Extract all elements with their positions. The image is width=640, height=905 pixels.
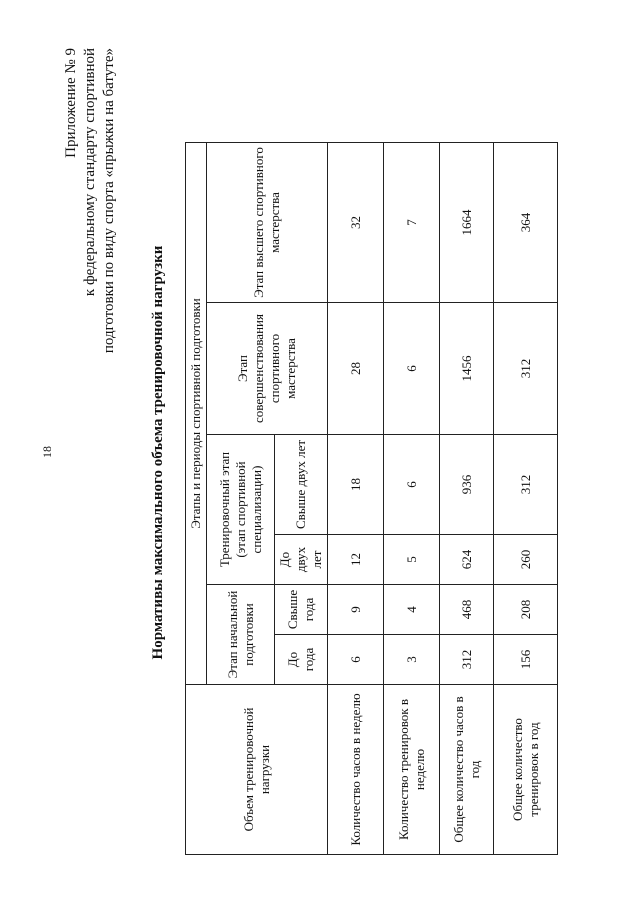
table-row [328, 143, 384, 855]
table-cell: 312 [440, 635, 494, 685]
row-header-cell: Объем тренировочной нагрузки [186, 685, 328, 855]
page-number: 18 [40, 446, 54, 458]
table-cell: 32 [328, 143, 384, 303]
table-row [384, 143, 440, 855]
table-cell: 624 [440, 535, 494, 585]
table-cell: 156 [494, 635, 558, 685]
table-cell: 364 [494, 143, 558, 303]
appendix-line-2: к федеральному стандарту спортивной [82, 48, 98, 297]
table-cell: 468 [440, 585, 494, 635]
table-cell: 5 [384, 535, 440, 585]
table-cell: 6 [384, 303, 440, 435]
table-cell: 312 [494, 303, 558, 435]
table-cell: 4 [384, 585, 440, 635]
table-cell: 12 [328, 535, 384, 585]
table-cell: 9 [328, 585, 384, 635]
table-row [440, 143, 494, 855]
table-cell: 1456 [440, 303, 494, 435]
appendix-line-3: подготовки по виду спорта «прыжки на батуте» [101, 48, 117, 354]
table-cell: 260 [494, 535, 558, 585]
norms-table [185, 142, 558, 855]
table-cell: 208 [494, 585, 558, 635]
table-cell: 3 [384, 635, 440, 685]
table-cell: 6 [384, 435, 440, 535]
table-cell: 28 [328, 303, 384, 435]
row-label: Количество тренировок в неделю [384, 685, 440, 855]
sub-initial-over-year: Свыше года [275, 585, 328, 635]
sub-training-over-two-years: Свыше двух лет [275, 435, 328, 535]
table-cell: 18 [328, 435, 384, 535]
stage-highest-header: Этап высшего спортивного мастерства [207, 143, 328, 303]
stage-training-header: Тренировочный этап (этап спортивной специализации) [207, 435, 275, 585]
sub-initial-up-to-year: До года [275, 635, 328, 685]
group-header-cell: Этапы и периоды спортивной подготовки [186, 143, 207, 685]
table-cell: 312 [494, 435, 558, 535]
row-label: Количество часов в неделю [328, 685, 384, 855]
table-heading: Нормативы максимального объема тренировочной нагрузки [150, 245, 166, 660]
stage-improvement-header: Этап совершенствования спортивного мастерства [207, 303, 328, 435]
row-label: Общее количество часов в год [440, 685, 494, 855]
table-cell: 6 [328, 635, 384, 685]
sub-training-up-to-two-years: До двух лет [275, 535, 328, 585]
table-row [494, 143, 558, 855]
row-label: Общее количество тренировок в год [494, 685, 558, 855]
stage-initial-header: Этап начальной подготовки [207, 585, 275, 685]
appendix-header [62, 48, 119, 488]
appendix-title: Приложение № 9 [63, 48, 79, 158]
header-row-1 [186, 143, 207, 855]
table-cell: 936 [440, 435, 494, 535]
table-cell: 1664 [440, 143, 494, 303]
table-cell: 7 [384, 143, 440, 303]
